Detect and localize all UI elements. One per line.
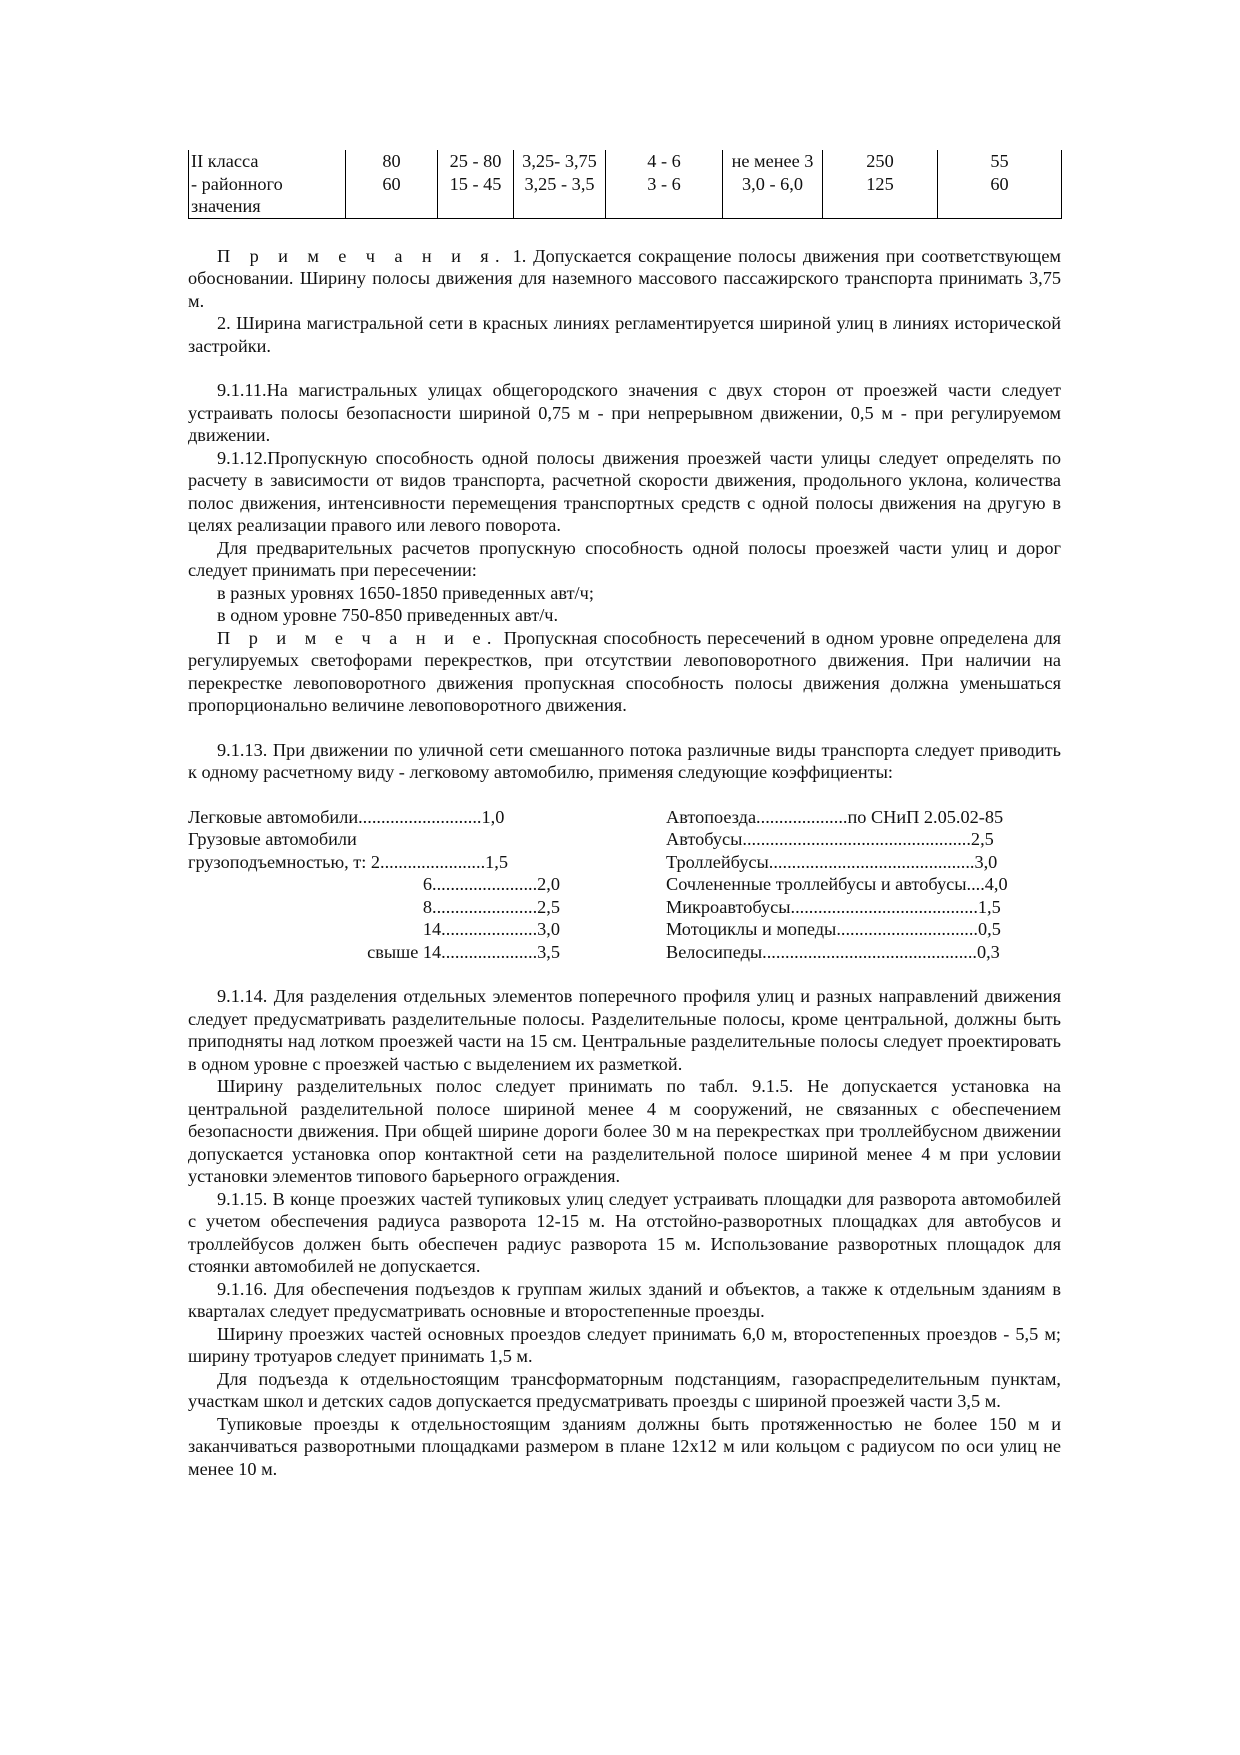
notes-paragraph-1 (188, 245, 1061, 313)
coefficient-item: Легковые автомобили...........................1,0 (188, 806, 505, 827)
spacer (188, 357, 1061, 379)
lane-width-value: 3,25- 3,75 (522, 151, 597, 171)
radius-value: 250 (866, 151, 894, 171)
spacer (188, 784, 1061, 806)
coefficients-list (188, 806, 1061, 964)
note-text: Пропускная способность пересечений в одном уровне определена для регулируемых светофорами перекрестков, при отсутствии левоповоротного движения. При наличии на перекрестке левоповоротного движения пропускная способность полосы движения должна уменьшаться пропорционально величине левоповоротного движения. (188, 627, 1061, 715)
driveway-widths-paragraph: Ширину проезжих частей основных проездов следует принимать 6,0 м, второстепенных проездов - 5,5 м; ширину тротуаров следует принимать 1,5 м. (188, 1323, 1061, 1366)
slope-value: 55 (990, 151, 1009, 171)
sidewalk-value: 3,0 - 6,0 (742, 173, 803, 194)
notes-paragraph-2: 2. Ширина магистральной сети в красных линиях регламентируется шириной улиц в линиях исторической застройки. (188, 313, 1061, 356)
capacity-multi-level: в разных уровнях 1650-1850 приведенных авт/ч; (217, 582, 594, 603)
spacer (188, 963, 1061, 985)
coefficient-item: Микроавтобусы.........................................1,5 (666, 896, 1001, 917)
coefficients-right-column (666, 806, 1061, 964)
category-line: значения (191, 196, 261, 216)
preliminary-calc-paragraph: Для предварительных расчетов пропускную способность одной полосы проезжей части улиц и дорог следует принимать при пересечении: (188, 537, 1061, 580)
coefficient-item: Грузовые автомобили (188, 829, 357, 849)
speed-value: 60 (382, 173, 401, 194)
table-cell-slope (938, 150, 1062, 218)
sidewalk-value: не менее 3 (731, 151, 814, 171)
slope-value: 60 (990, 173, 1009, 194)
coefficient-item: Мотоциклы и мопеды...............................0,5 (666, 919, 1001, 939)
coefficient-item: 8.......................2,5 (422, 896, 560, 917)
coefficient-item: Троллейбусы.............................................3,0 (666, 851, 998, 872)
separator-width-paragraph: Ширину разделительных полос следует принимать по табл. 9.1.5. Не допускается установка на центральной разделительной полосе шириной менее 4 м сооружений, не связанных с обеспечением безопасности движения. При общей ширине дороги более 30 м на перекрестках при троллейбусном движении допускается установка опор контактной сети на разделительной полосе шириной менее 4 м при условии установки элементов типового барьерного ограждения. (188, 1076, 1061, 1186)
table-cell-speed (346, 150, 438, 218)
clause-9-1-14: 9.1.14. Для разделения отдельных элементов поперечного профиля улиц и разных направлений движения следует предусматривать разделительные полосы. Разделительные полосы, кроме центральной, должны быть приподняты над лотком проезжей части на 15 см. Центральные разделительные полосы следует проектировать в одном уровне с проезжей частью с выделением их разметкой. (188, 986, 1061, 1074)
coefficient-item: Автопоезда....................по СНиП 2.05.02-85 (666, 806, 1004, 827)
coefficient-item: Автобусы..................................................2,5 (666, 829, 994, 849)
notes-label: П р и м е ч а н и я. (217, 245, 506, 266)
table-cell-lanes (606, 150, 723, 218)
clause-9-1-15: 9.1.15. В конце проезжих частей тупиковых улиц следует устраивать площадки для разворота автомобилей с учетом обеспечения радиуса разворота 12-15 м. На отстойно-разворотных площадках для автобусов и троллейбусов должен быть обеспечен радиус разворота 15 м. Использование разворотных площадок для стоянки автомобилей не допускается. (188, 1188, 1061, 1276)
speed-value: 80 (382, 151, 401, 171)
coefficients-left-column (188, 806, 560, 964)
notes-text-1: 1. Допускается сокращение полосы движения при соответствующем обосновании. Ширину полосы движения для наземного массового пассажирского транспорта принимать 3,75 м. (188, 245, 1061, 311)
table-row (189, 150, 1062, 218)
table-cell-width (438, 150, 514, 218)
width-value: 25 - 80 (449, 151, 502, 171)
note-label: П р и м е ч а н и е. (217, 627, 498, 648)
lanes-value: 3 - 6 (647, 173, 681, 194)
clause-9-1-11: 9.1.11.На магистральных улицах общегородского значения с двух сторон от проезжей части следует устраивать полосы безопасности шириной 0,75 м - при непрерывном движении, 0,5 м - при регулируемом движении. (188, 380, 1061, 445)
table-cell-category (189, 150, 346, 218)
access-driveways-paragraph: Для подъезда к отдельностоящим трансформаторным подстанциям, газораспределительным пунктам, участкам школ и детских садов допускается предусматривать проезды с шириной проезжей части 3,5 м. (188, 1368, 1061, 1411)
page-content (188, 150, 1061, 1480)
coefficient-item: 6.......................2,0 (422, 874, 560, 894)
coefficient-item: Сочлененные троллейбусы и автобусы....4,0 (666, 874, 1008, 894)
lane-width-value: 3,25 - 3,5 (524, 173, 595, 194)
coefficient-item: свыше 14.....................3,5 (367, 941, 560, 962)
table-cell-radius (823, 150, 938, 218)
coefficient-item: 14.....................3,0 (422, 919, 560, 939)
width-value: 15 - 45 (449, 173, 502, 194)
category-line: II класса (191, 151, 259, 171)
table-cell-sidewalk (723, 150, 823, 218)
spacer (188, 219, 1061, 245)
clause-9-1-16: 9.1.16. Для обеспечения подъездов к группам жилых зданий и объектов, а также к отдельным зданиям в кварталах следует предусматривать основные и второстепенные проезды. (188, 1278, 1061, 1321)
table-cell-lane-width (514, 150, 606, 218)
street-classification-table-continuation (188, 150, 1062, 219)
lanes-value: 4 - 6 (647, 151, 681, 171)
capacity-single-level: в одном уровне 750-850 приведенных авт/ч. (217, 605, 559, 625)
radius-value: 125 (866, 173, 894, 194)
coefficient-item: Велосипеды...............................................0,3 (666, 941, 1000, 962)
coefficient-item: грузоподъемностью, т: 2.......................1,5 (188, 851, 508, 872)
clause-9-1-13: 9.1.13. При движении по уличной сети смешанного потока различные виды транспорта следует приводить к одному расчетному виду - легковому автомобилю, применяя следующие коэффициенты: (188, 739, 1061, 782)
dead-end-driveways-paragraph: Тупиковые проезды к отдельностоящим зданиям должны быть протяженностью не более 150 м и заканчиваться разворотными площадками размером в плане 12х12 м или кольцом с радиусом по оси улиц не менее 10 м. (188, 1413, 1061, 1479)
category-line: - районного (191, 173, 283, 194)
clause-9-1-12: 9.1.12.Пропускную способность одной полосы движения проезжей части улицы следует определять по расчету в зависимости от видов транспорта, расчетной скорости движения, продольного уклона, количества полос движения, интенсивности перемещения транспортных средств с одной полосы движения на другую в целях реализации правого или левого поворота. (188, 447, 1061, 535)
spacer (188, 717, 1061, 739)
note-paragraph (188, 627, 1061, 717)
